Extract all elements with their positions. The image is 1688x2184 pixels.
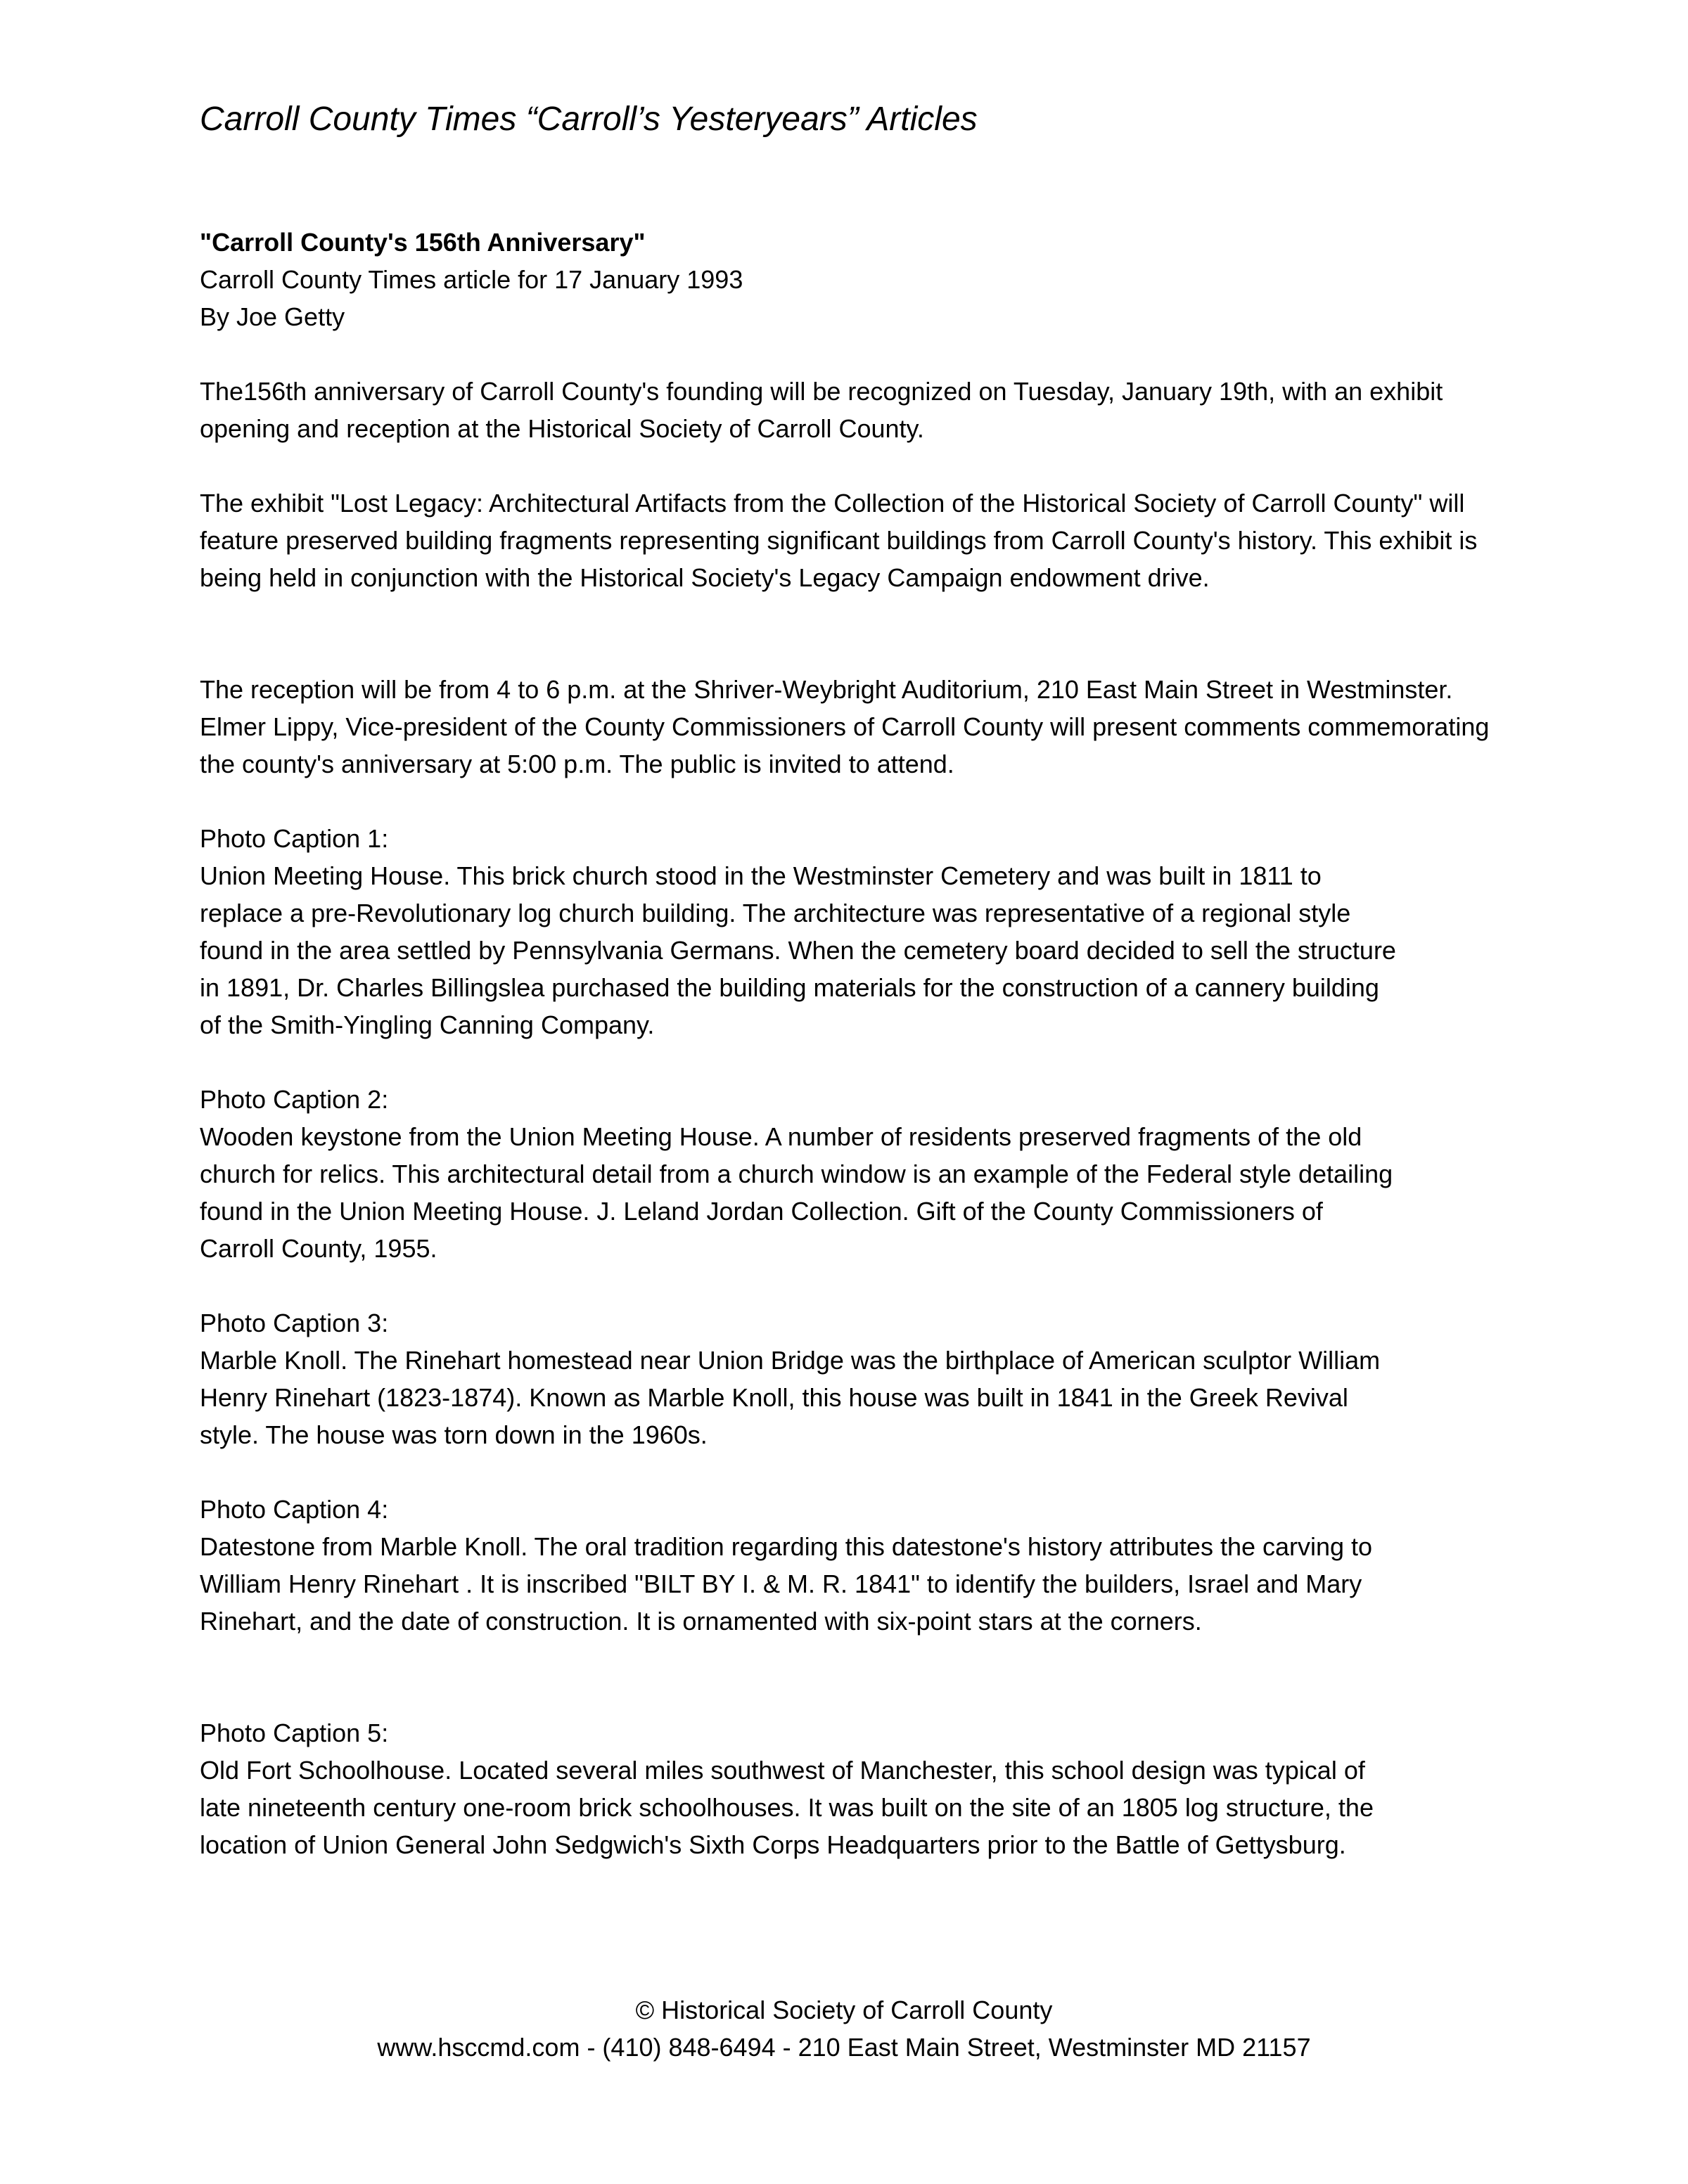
paragraph-1 xyxy=(200,373,1501,447)
photo-caption-2 xyxy=(200,1081,1501,1267)
caption-text: Old Fort Schoolhouse. Located several miles southwest of Manchester, this school design was typical of late nineteenth century one-room brick schoolhouses. It was built on the site of an 1805 log structure, the location of Union General John Sedgwich's Sixth Corps Headquarters prior to the Battle of Gettysburg. xyxy=(200,1756,1374,1859)
caption-text: Datestone from Marble Knoll. The oral tradition regarding this datestone's history attributes the carving to William Henry Rinehart . It is inscribed "BILT BY I. & M. R. 1841" to identify the builders, Israel and Mary Rinehart, and the date of construction. It is ornamented with six-point stars at the corners. xyxy=(200,1532,1373,1636)
photo-caption-3 xyxy=(200,1304,1501,1453)
article-heading xyxy=(200,224,1501,335)
article-title: "Carroll County's 156th Anniversary" xyxy=(200,228,646,257)
photo-caption-5 xyxy=(200,1714,1501,1863)
article-byline: By Joe Getty xyxy=(200,302,345,331)
footer-copyright: © Historical Society of Carroll County xyxy=(635,1996,1053,2024)
caption-label: Photo Caption 3: xyxy=(200,1309,389,1337)
caption-text: Wooden keystone from the Union Meeting House. A number of residents preserved fragments of the old church for relics. This architectural detail from a church window is an example of the Federal style detailing found in the Union Meeting House. J. Leland Jordan Collection. Gift of the County Commissioners of Carroll County, 1955. xyxy=(200,1122,1393,1263)
paragraph-text: The exhibit "Lost Legacy: Architectural Artifacts from the Collection of the Historical Society of Carroll County" will feature preserved building fragments representing significant buildings from Carroll County's history. This exhibit is being held in conjunction with the Historical Society's Legacy Campaign endowment drive. xyxy=(200,489,1478,592)
caption-text: Union Meeting House. This brick church stood in the Westminster Cemetery and was built in 1811 to replace a pre-Revolutionary log church building. The architecture was representative of a regional style found in the area settled by Pennsylvania Germans. When the cemetery board decided to sell the structure in 1891, Dr. Charles Billingslea purchased the building materials for the construction of a cannery building of the Smith-Yingling Canning Company. xyxy=(200,861,1396,1039)
article-dateline: Carroll County Times article for 17 January 1993 xyxy=(200,265,743,294)
photo-caption-4 xyxy=(200,1491,1501,1640)
caption-label: Photo Caption 4: xyxy=(200,1495,389,1524)
caption-label: Photo Caption 2: xyxy=(200,1085,389,1114)
photo-caption-1 xyxy=(200,820,1501,1043)
paragraph-2 xyxy=(200,484,1501,596)
footer-contact: www.hsccmd.com - (410) 848-6494 - 210 East Main Street, Westminster MD 21157 xyxy=(377,2033,1311,2062)
caption-label: Photo Caption 1: xyxy=(200,824,389,853)
series-title: Carroll County Times “Carroll’s Yesteryears” Articles xyxy=(200,101,978,138)
paragraph-text: The reception will be from 4 to 6 p.m. at the Shriver-Weybright Auditorium, 210 East Main Street in Westminster. Elmer Lippy, Vice-president of the County Commissioners of Carroll County will present comments commemorating the county's anniversary at 5:00 p.m. The public is invited to attend. xyxy=(200,675,1490,778)
caption-label: Photo Caption 5: xyxy=(200,1719,389,1747)
paragraph-text: The156th anniversary of Carroll County's founding will be recognized on Tuesday, January 19th, with an exhibit opening and reception at the Historical Society of Carroll County. xyxy=(200,377,1443,443)
caption-text: Marble Knoll. The Rinehart homestead near Union Bridge was the birthplace of American sculptor William Henry Rinehart (1823-1874). Known as Marble Knoll, this house was built in 1841 in the Greek Revival style. The house was torn down in the 1960s. xyxy=(200,1346,1381,1449)
paragraph-3 xyxy=(200,671,1501,783)
